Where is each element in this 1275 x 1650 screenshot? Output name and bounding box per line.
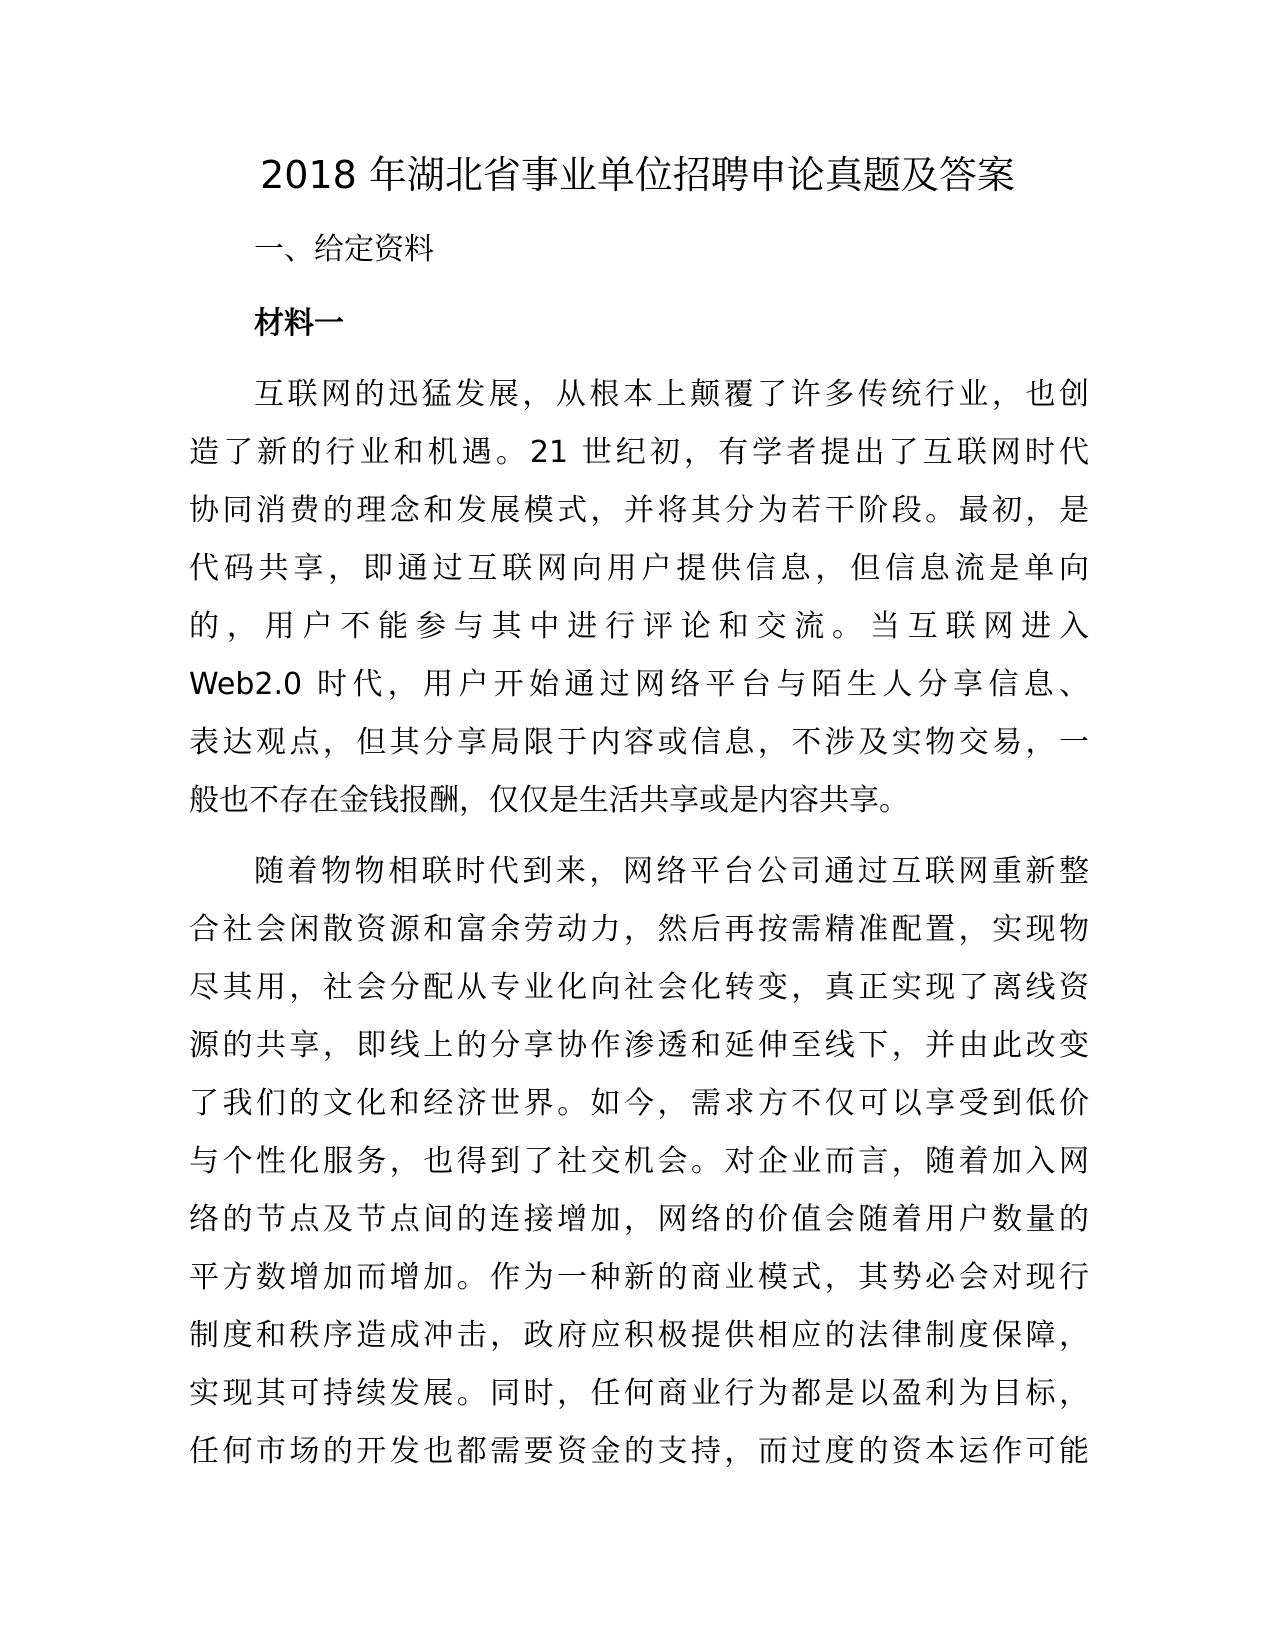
paragraph-line: 与个性化服务，也得到了社交机会。对企业而言，随着加入网 xyxy=(189,1144,1089,1179)
paragraph-line: 源的共享，即线上的分享协作渗透和延伸至线下，并由此改变 xyxy=(189,1028,1089,1063)
paragraph-line: 代码共享，即通过互联网向用户提供信息，但信息流是单向 xyxy=(189,551,1089,586)
paragraph-line: Web2.0 时代，用户开始通过网络平台与陌生人分享信息、 xyxy=(189,667,1089,702)
section-heading: 一、给定资料 xyxy=(254,232,434,267)
paragraph-line: 任何市场的开发也都需要资金的支持，而过度的资本运作可能 xyxy=(189,1434,1089,1469)
paragraph-line: 尽其用，社会分配从专业化向社会化转变，真正实现了离线资 xyxy=(189,970,1089,1005)
paragraph-line: 平方数增加而增加。作为一种新的商业模式，其势必会对现行 xyxy=(189,1260,1089,1295)
paragraph-line: 合社会闲散资源和富余劳动力，然后再按需精准配置，实现物 xyxy=(189,912,1089,947)
paragraph-line: 实现其可持续发展。同时，任何商业行为都是以盈利为目标， xyxy=(189,1376,1089,1411)
paragraph-line: 随着物物相联时代到来，网络平台公司通过互联网重新整 xyxy=(254,854,1089,889)
paragraph-line: 制度和秩序造成冲击，政府应积极提供相应的法律制度保障， xyxy=(189,1318,1089,1353)
paragraph-line: 络的节点及节点间的连接增加，网络的价值会随着用户数量的 xyxy=(189,1202,1089,1237)
paragraph-line: 的，用户不能参与其中进行评论和交流。当互联网进入 xyxy=(189,609,1089,644)
paragraph-1 xyxy=(189,366,1089,830)
paragraph-line: 了我们的文化和经济世界。如今，需求方不仅可以享受到低价 xyxy=(189,1086,1089,1121)
material-heading: 材料一 xyxy=(254,306,344,341)
document-title: 2018 年湖北省事业单位招聘申论真题及答案 xyxy=(260,153,1015,197)
paragraph-line: 互联网的迅猛发展，从根本上颠覆了许多传统行业，也创 xyxy=(254,377,1089,412)
paragraph-line: 造了新的行业和机遇。21 世纪初，有学者提出了互联网时代 xyxy=(189,435,1089,470)
paragraph-line: 协同消费的理念和发展模式，并将其分为若干阶段。最初，是 xyxy=(189,493,1089,528)
paragraph-line: 表达观点，但其分享局限于内容或信息，不涉及实物交易，一 xyxy=(189,725,1089,760)
paragraph-line: 般也不存在金钱报酬，仅仅是生活共享或是内容共享。 xyxy=(189,783,909,818)
paragraph-2 xyxy=(189,843,1089,1481)
